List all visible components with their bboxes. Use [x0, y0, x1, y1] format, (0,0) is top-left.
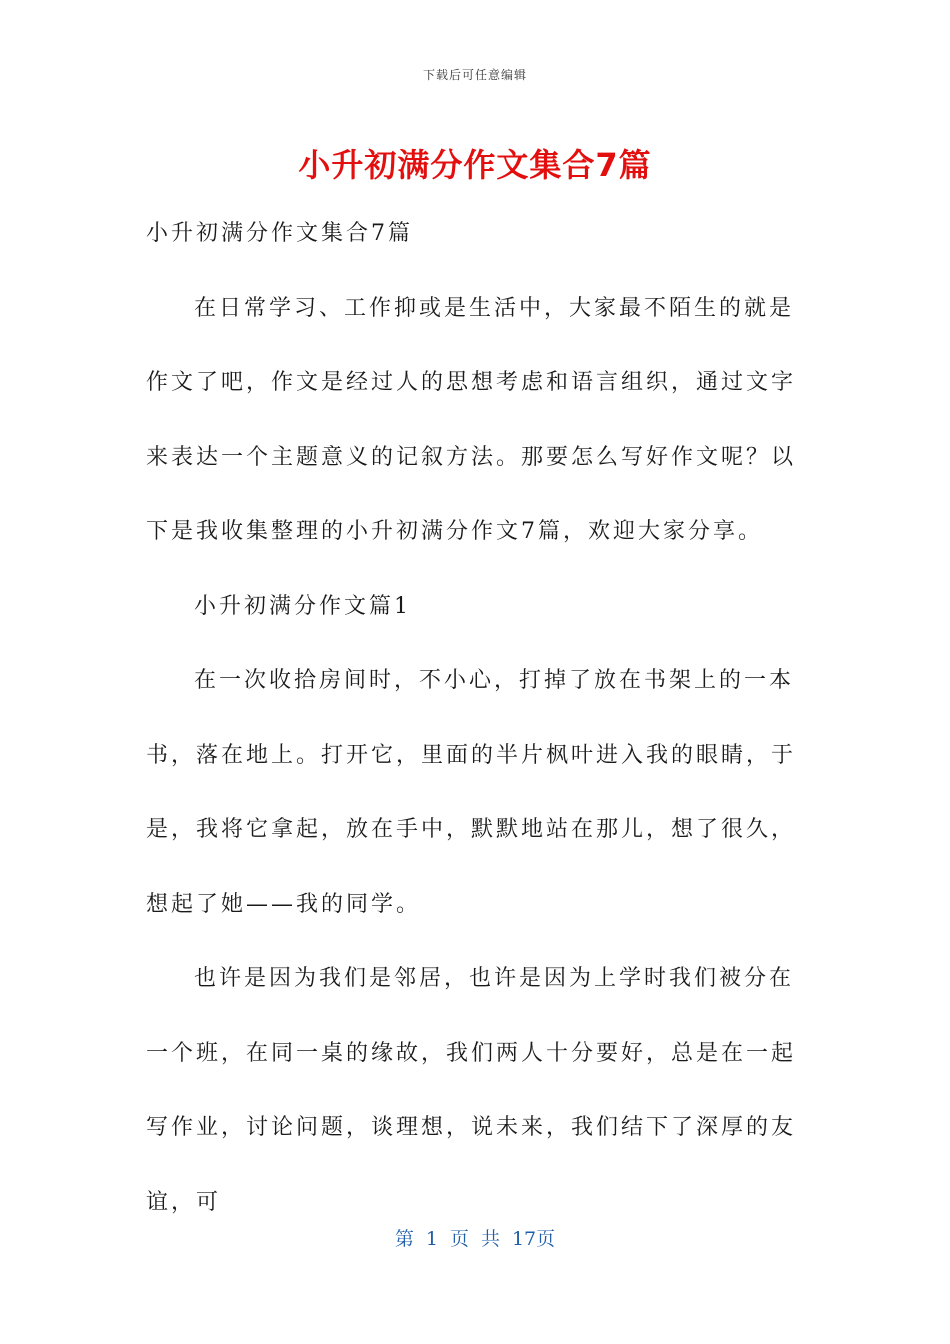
document-body [146, 197, 806, 1240]
paragraph-story-1: 在一次收拾房间时，不小心，打掉了放在书架上的一本书，落在地上。打开它，里面的半片枫叶进入我的眼睛，于是，我将它拿起，放在手中，默默地站在那儿，想了很久，想起了她——我的同学。 [146, 668, 797, 917]
footer-label-total: 共 [480, 1228, 500, 1250]
footer-current-page: 1 [425, 1228, 438, 1250]
header-note: 下载后可任意编辑 [422, 68, 527, 82]
footer-label-page: 第 [394, 1228, 414, 1250]
document-title: 小升初满分作文集合7篇 [298, 146, 652, 184]
paragraph-story-2: 也许是因为我们是邻居，也许是因为上学时我们被分在一个班，在同一桌的缘故，我们两人十分要好，总是在一起写作业，讨论问题，谈理想，说未来，我们结下了深厚的友谊，可 [146, 966, 797, 1215]
footer-label-of: 页 [449, 1228, 469, 1250]
section-heading: 小升初满分作文篇1 [194, 593, 411, 619]
paragraph-intro: 在日常学习、工作抑或是生活中，大家最不陌生的就是作文了吧，作文是经过人的思想考虑和语言组织，通过文字来表达一个主题意义的记叙方法。那要怎么写好作文呢？以下是我收集整理的小升初满分作文7篇，欢迎大家分享。 [146, 295, 797, 544]
page-footer [0, 1224, 950, 1251]
footer-total-pages: 17页 [511, 1228, 556, 1250]
paragraph-subtitle: 小升初满分作文集合7篇 [146, 221, 413, 246]
